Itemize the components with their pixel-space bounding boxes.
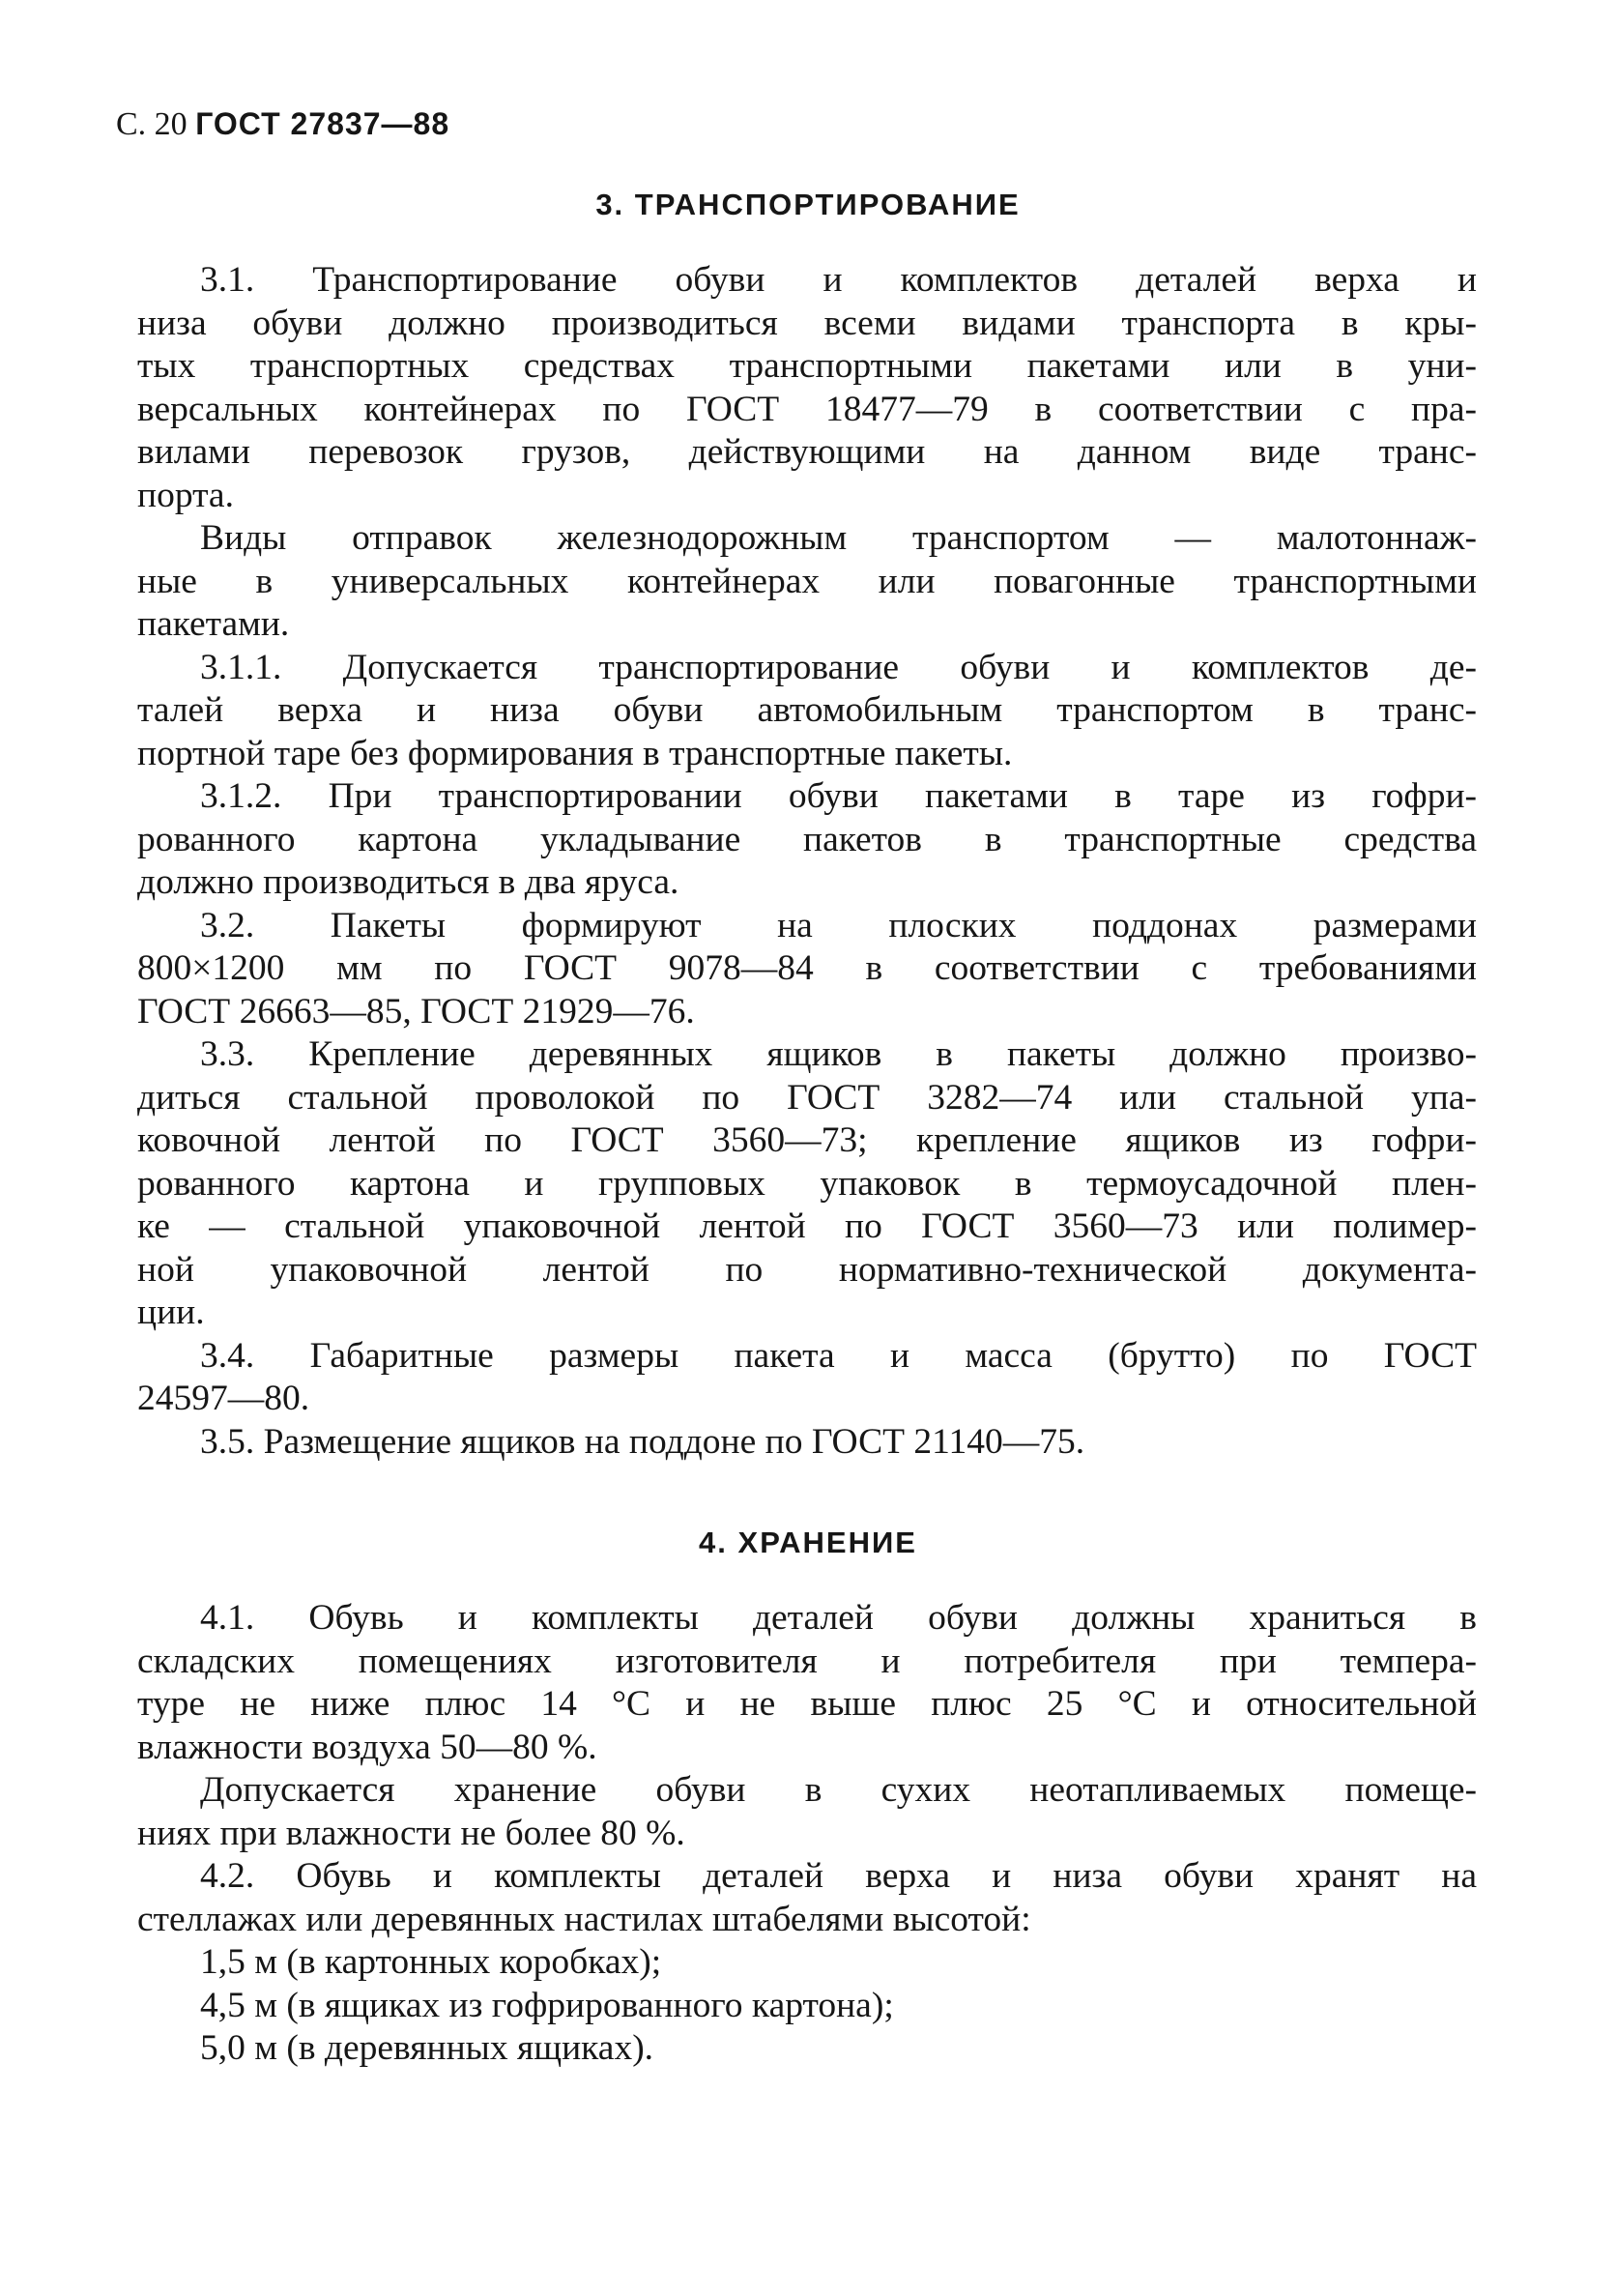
paragraph-line: ковочной лентой по ГОСТ 3560—73; крепление ящиков из гофри- (137, 1120, 1477, 1160)
page-number: С. 20 (116, 106, 188, 142)
paragraph-line: версальных контейнерах по ГОСТ 18477—79 в соответствии с пра- (137, 389, 1477, 429)
paragraph-line: ные в универсальных контейнерах или повагонные транспортными (137, 561, 1477, 601)
paragraph-line: рованного картона и групповых упаковок в термоусадочной плен- (137, 1163, 1477, 1204)
paragraph-line: влажности воздуха 50—80 %. (137, 1727, 597, 1767)
paragraph-line: 4.2. Обувь и комплекты деталей верха и низа обуви хранят на (200, 1856, 1477, 1896)
paragraph-line: 3.4. Габаритные размеры пакета и масса (брутто) по ГОСТ (200, 1335, 1477, 1376)
paragraph-line: 24597—80. (137, 1379, 310, 1418)
paragraph-line: диться стальной проволокой по ГОСТ 3282—74 или стальной упа- (137, 1077, 1477, 1118)
paragraph-line: стеллажах или деревянных настилах штабелями высотой: (137, 1899, 1031, 1939)
paragraph-line: порта. (137, 475, 234, 515)
paragraph-line: Допускается хранение обуви в сухих неотапливаемых помеще- (200, 1770, 1477, 1810)
paragraph-line: тых транспортных средствах транспортными пакетами или в уни- (137, 346, 1477, 386)
paragraph-line: низа обуви должно производиться всеми видами транспорта в кры- (137, 303, 1477, 343)
paragraph-line: 3.1.1. Допускается транспортирование обуви и комплектов де- (200, 647, 1477, 687)
section-4-body (137, 1597, 1477, 2071)
section-4-title: 4. ХРАНЕНИЕ (699, 1526, 917, 1559)
paragraph-line: складских помещениях изготовителя и потребителя при темпера- (137, 1641, 1477, 1681)
paragraph-line: Виды отправок железнодорожным транспортом — малотоннаж- (200, 518, 1477, 558)
paragraph-line: 4.1. Обувь и комплекты деталей обуви должны храниться в (200, 1598, 1477, 1638)
paragraph-line: рованного картона укладывание пакетов в транспортные средства (137, 819, 1477, 859)
standard-code: ГОСТ 27837—88 (195, 106, 450, 141)
paragraph-line: ГОСТ 26663—85, ГОСТ 21929—76. (137, 991, 695, 1032)
paragraph-line: ной упаковочной лентой по нормативно-технической документа- (137, 1249, 1477, 1290)
paragraph-line: 3.3. Крепление деревянных ящиков в пакеты должно произво- (200, 1034, 1477, 1074)
paragraph-line: портной таре без формирования в транспортные пакеты. (137, 733, 1013, 773)
paragraph-line: 1,5 м (в картонных коробках); (200, 1942, 662, 1982)
paragraph-line: ниях при влажности не более 80 %. (137, 1813, 685, 1853)
paragraph-line: 4,5 м (в ящиках из гофрированного картона); (200, 1985, 894, 2025)
paragraph-line: должно производиться в два яруса. (137, 862, 679, 902)
paragraph-line: вилами перевозок грузов, действующими на данном виде транс- (137, 432, 1477, 472)
paragraph-line: 3.5. Размещение ящиков на поддоне по ГОСТ 21140—75. (200, 1421, 1085, 1462)
paragraph-line: ке — стальной упаковочной лентой по ГОСТ 3560—73 или полимер- (137, 1206, 1477, 1246)
paragraph-line: туре не ниже плюс 14 °С и не выше плюс 25 °С и относительной (137, 1684, 1477, 1724)
page-header (116, 106, 449, 143)
section-3-body (137, 259, 1477, 1464)
paragraph-line: 800×1200 мм по ГОСТ 9078—84 в соответствии с требованиями (137, 948, 1477, 988)
paragraph-line: ции. (137, 1293, 205, 1332)
section-3-title: 3. ТРАНСПОРТИРОВАНИЕ (595, 188, 1021, 221)
paragraph-line: пакетами. (137, 604, 290, 644)
paragraph-line: талей верха и низа обуви автомобильным транспортом в транс- (137, 690, 1477, 730)
paragraph-line: 5,0 м (в деревянных ящиках). (200, 2028, 654, 2068)
paragraph-line: 3.1.2. При транспортировании обуви пакетами в таре из гофри- (200, 776, 1477, 816)
paragraph-line: 3.2. Пакеты формируют на плоских поддонах размерами (200, 905, 1477, 945)
paragraph-line: 3.1. Транспортирование обуви и комплектов деталей верха и (200, 260, 1477, 300)
